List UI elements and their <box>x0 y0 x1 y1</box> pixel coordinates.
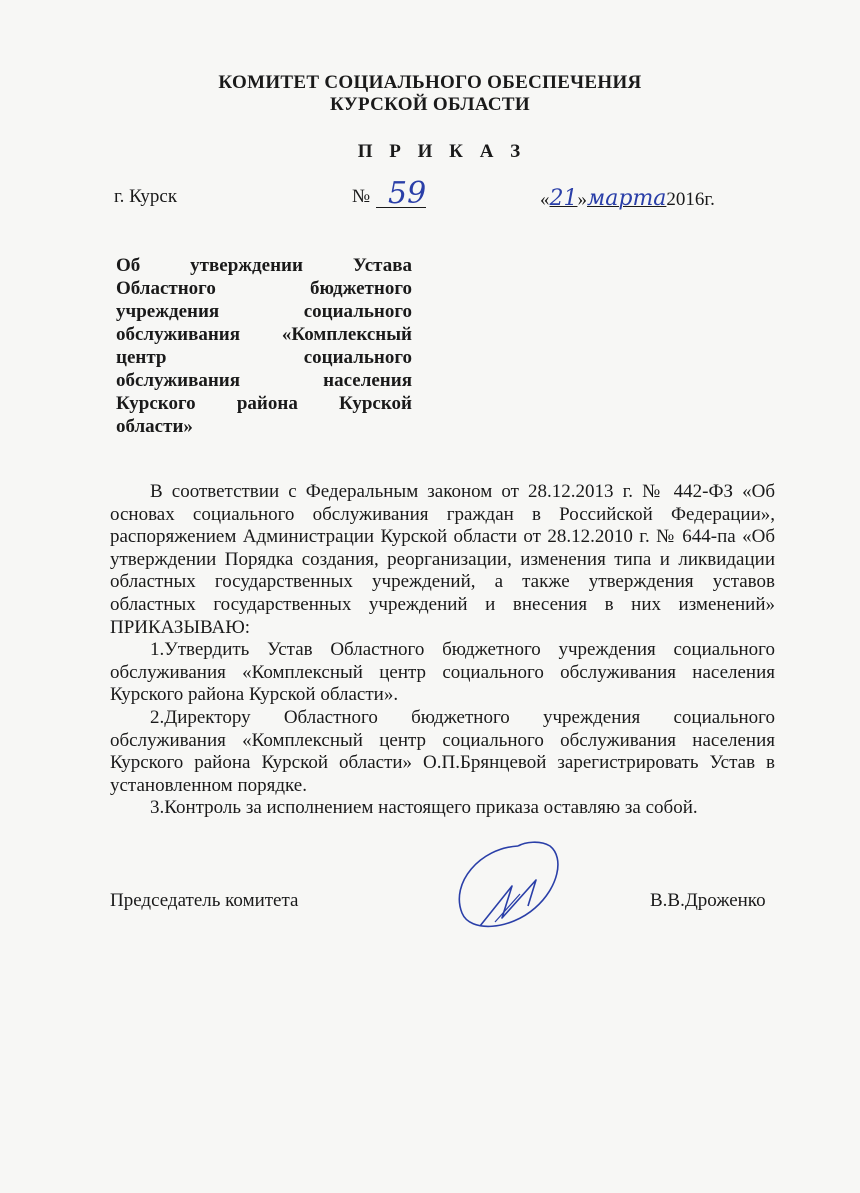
order-subject <box>116 254 412 438</box>
organization-header <box>0 72 860 116</box>
date-close-quote: » <box>577 189 587 210</box>
order-item-3: 3.Контроль за исполнением настоящего приказа оставляю за собой. <box>150 797 698 819</box>
city-label: г. Курск <box>114 186 178 207</box>
preamble-paragraph: В соответствии с Федеральным законом от 28.12.2013 г. № 442-ФЗ «Об основах социального обслуживания граждан в Российской Федерации», распоряжением Администрации Курской области от 28.12.2010 г. № 644-па «Об утверждении Порядка создания, реорганизации, изменения типа и ликвидации областных государственных учреждений, а также утверждения уставов областных государственных учреждений и внесения в них изменений» ПРИКАЗЫВАЮ: <box>110 481 775 638</box>
order-item-1: 1.Утвердить Устав Областного бюджетного учреждения социального обслуживания «Комплексный центр социального обслуживания населения Курского района Курской области». <box>110 639 775 706</box>
order-date <box>540 186 715 211</box>
subject-line: обслуживания населения <box>116 370 412 391</box>
date-open-quote: « <box>540 189 550 210</box>
date-year: 2016г. <box>666 189 715 210</box>
handwritten-signature <box>440 838 580 938</box>
signatory-name: В.В.Дроженко <box>650 890 766 911</box>
organization-line-2: КУРСКОЙ ОБЛАСТИ <box>330 94 530 115</box>
subject-line: Областного бюджетного <box>116 278 412 299</box>
subject-line: центр социального <box>116 347 412 368</box>
subject-line: Об утверждении Устава <box>116 255 412 276</box>
subject-line: Курского района Курской <box>116 393 412 414</box>
date-day-handwritten: 21 <box>549 186 578 211</box>
subject-line: области» <box>116 416 193 437</box>
organization-line-1: КОМИТЕТ СОЦИАЛЬНОГО ОБЕСПЕЧЕНИЯ <box>218 72 642 93</box>
document-type-title: П Р И К А З <box>357 141 527 162</box>
order-body <box>110 481 775 820</box>
order-item-2: 2.Директору Областного бюджетного учреждения социального обслуживания «Комплексный центр социального обслуживания населения Курского района Курской области» О.П.Брянцевой зарегистрировать Устав в установленном порядке. <box>110 706 775 796</box>
date-month-handwritten: марта <box>587 186 667 211</box>
order-number-label: № <box>352 186 371 207</box>
order-number-handwritten: 59 <box>388 176 427 211</box>
subject-line: учреждения социального <box>116 301 412 322</box>
signatory-position: Председатель комитета <box>110 890 299 911</box>
subject-line: обслуживания «Комплексный <box>116 324 412 345</box>
